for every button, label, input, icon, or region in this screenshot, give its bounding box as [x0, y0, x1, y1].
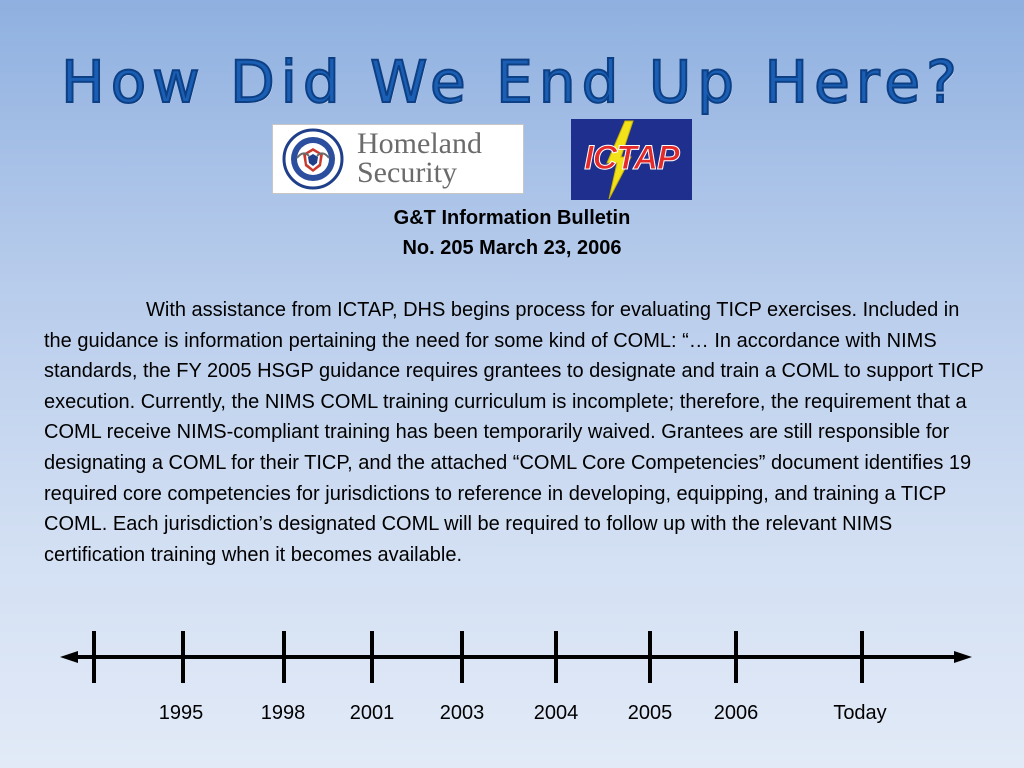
ictap-logo-text: ICTAP [584, 139, 679, 177]
timeline [0, 626, 1024, 692]
timeline-year-label: 1995 [158, 702, 204, 724]
timeline-left-arrow-icon [60, 651, 78, 663]
body-paragraph: With assistance from ICTAP, DHS begins process for evaluating TICP exercises. Included in the guidance is information pertaining the need for some kind of COML: “… In accordance with NIMS standards, the FY 2005 HSGP guidance requires grantees to designate and train a COML to support TICP execution. Currently, the NIMS COML training curriculum is incomplete; therefore, the requirement that a COML receive NIMS-compliant training has been temporarily waived. Grantees are still responsible for designating a COML for their TICP, and the attached “COML Core Competencies” document identifies 19 required core competencies for jurisdictions to reference in developing, equipping, and training a TICP COML. Each jurisdiction’s designated COML will be required to follow up with the relevant NIMS certification training when it becomes available. [44, 299, 984, 566]
dhs-logo-text: Homeland Security [357, 127, 482, 189]
dhs-logo [272, 124, 524, 194]
timeline-year-label: 2003 [439, 702, 485, 724]
bulletin-number-date: No. 205 March 23, 2006 [402, 237, 622, 259]
slide-title: How Did We End Up Here? [61, 48, 963, 116]
ictap-logo [571, 119, 692, 200]
timeline-year-label: 2005 [627, 702, 673, 724]
dhs-seal-icon [277, 128, 349, 190]
timeline-year-label: 2001 [349, 702, 395, 724]
timeline-right-arrow-icon [954, 651, 972, 663]
bulletin-title: G&T Information Bulletin [393, 207, 631, 229]
timeline-year-label: 2006 [713, 702, 759, 724]
bulletin-heading [0, 203, 1024, 263]
timeline-year-label: 2004 [533, 702, 579, 724]
timeline-year-label: Today [833, 702, 887, 724]
timeline-year-label: 1998 [260, 702, 306, 724]
